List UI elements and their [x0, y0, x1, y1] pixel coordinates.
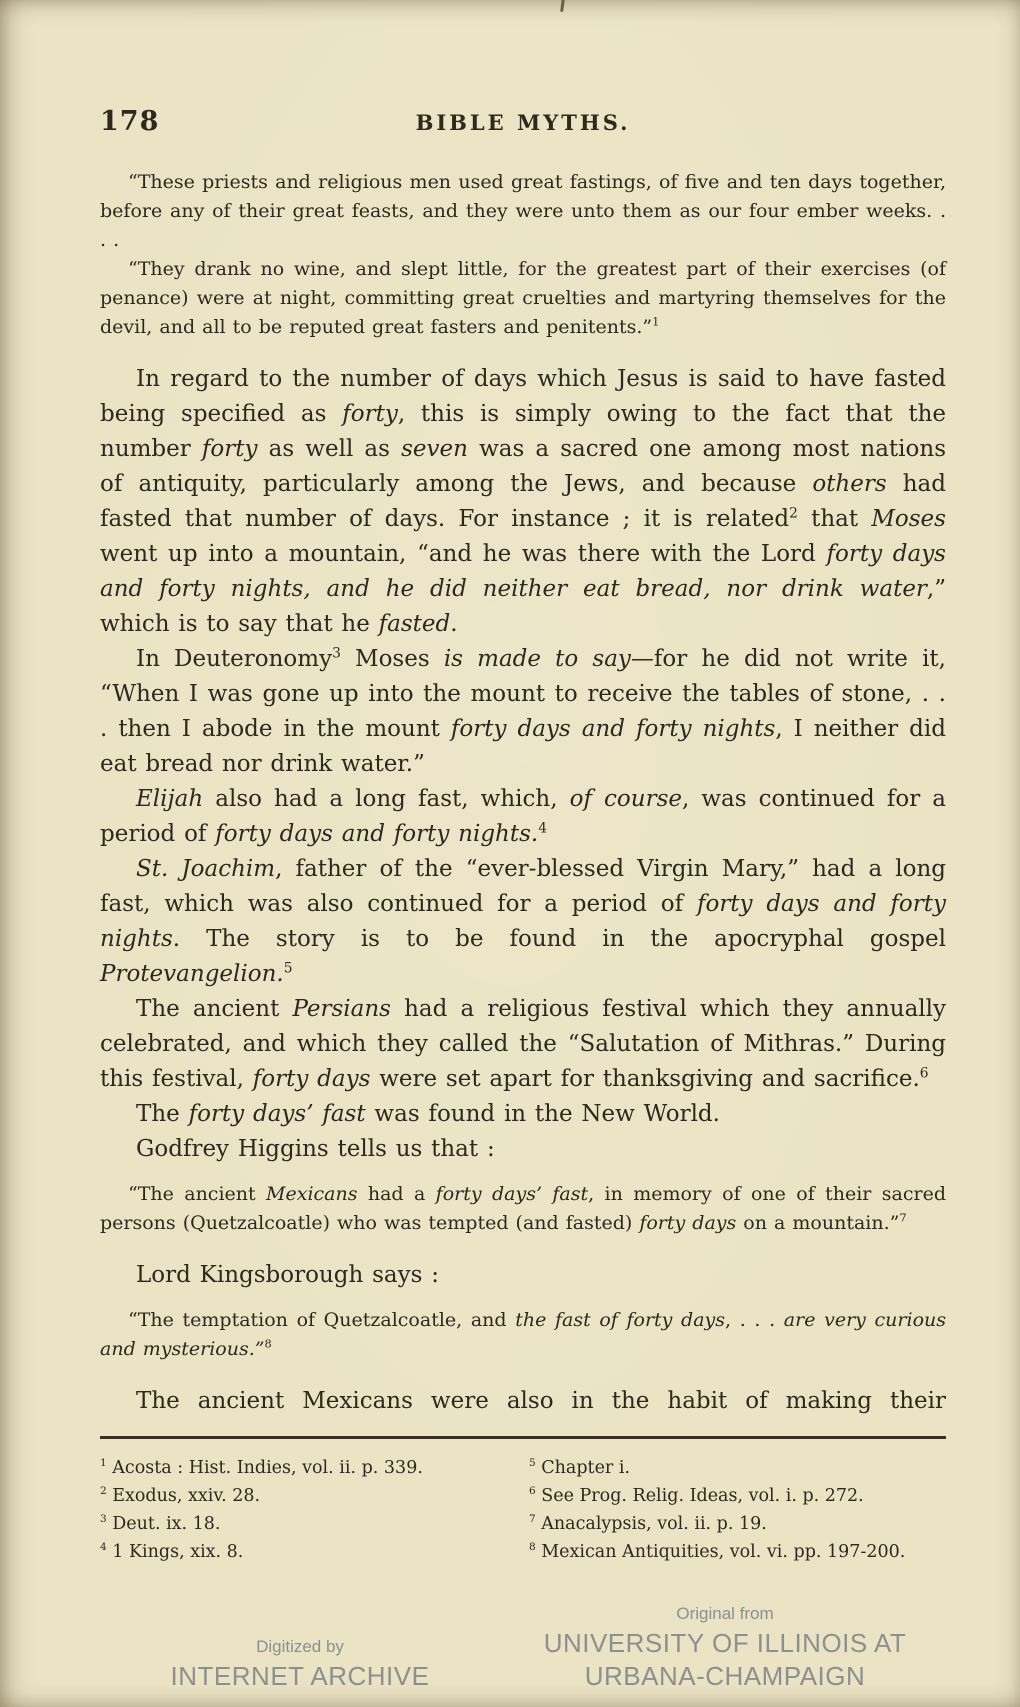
page-header — [0, 0, 1020, 140]
quote-paragraph: “These priests and religious men used great fastings, of five and ten days together, before any of their great feasts, and they were unto them as our four ember weeks. . . . — [100, 171, 946, 251]
quote-paragraph: “They drank no wine, and slept little, for the greatest part of their exercises (of penance) were at night, committing great cruelties and martyring themselves for the devil, and all to be reputed great fasters and penitents.”$^1$ — [100, 258, 946, 338]
paragraph: Godfrey Higgins tells us that : — [136, 1136, 495, 1162]
footnote: $^5$ Chapter i. — [529, 1457, 631, 1478]
paragraph: St. Joachim, father of the “ever-blessed Virgin Mary,” had a long fast, which was also continued for a period of forty days and forty nights. The story is to be found in the apocryphal gospel Protevangelion.$^5$ — [100, 856, 947, 987]
internet-archive-label: INTERNET ARCHIVE — [170, 1661, 430, 1691]
paragraph: In regard to the number of days which Jesus is said to have fasted being specified as forty, this is simply owing to the fact that the number forty as well as seven was a sacred one among most nations of antiquity, particularly among the Jews, and because others had fasted that number of days. For instance ; it is related$^2$ that Moses went up into a mountain, “and he was there with the Lord forty days and forty nights, and he did neither eat bread, nor drink water,” which is to say that he fasted. — [100, 366, 946, 637]
footnote: $^4$ 1 Kings, xix. 8. — [100, 1541, 244, 1562]
footnote-marker: 1 — [100, 1457, 107, 1470]
running-title: BIBLE MYTHS. — [415, 110, 631, 135]
footnotes-left — [100, 1454, 523, 1566]
footnote-marker: 7 — [529, 1513, 536, 1526]
footnote: $^3$ Deut. ix. 18. — [100, 1513, 221, 1534]
digitized-by-label: Digitized by — [256, 1637, 344, 1656]
footnotes-right — [523, 1454, 946, 1566]
footnote: $^7$ Anacalypsis, vol. ii. p. 19. — [529, 1513, 767, 1534]
university-line2: URBANA-CHAMPAIGN — [584, 1661, 866, 1691]
footnote-marker: 6 — [529, 1485, 536, 1498]
footnote-marker: 8 — [529, 1541, 536, 1554]
footnote: $^1$ Acosta : Hist. Indies, vol. ii. p. 339. — [100, 1457, 423, 1478]
footnote: $^8$ Mexican Antiquities, vol. vi. pp. 197-200. — [529, 1541, 906, 1562]
quote-paragraph: “The ancient Mexicans had a forty days’ fast, in memory of one of their sacred persons (Quetzalcoatle) who was tempted (and fasted) forty days on a mountain.”$^7$ — [100, 1183, 946, 1234]
footnotes — [0, 1439, 1020, 1566]
paragraph: In Deuteronomy$^3$ Moses is made to say—for he did not write it, “When I was gone up into the mount to receive the tables of stone, . . . then I abode in the mount forty days and forty nights, I neither did eat bread nor drink water.” — [100, 645, 946, 777]
footnote-marker: 5 — [529, 1457, 536, 1470]
page-number: 178 — [100, 106, 160, 137]
paragraph: The forty days’ fast was found in the New World. — [136, 1101, 720, 1127]
footnote: $^6$ See Prog. Relig. Ideas, vol. i. p. 272. — [529, 1485, 864, 1506]
paragraph: Lord Kingsborough says : — [136, 1262, 439, 1288]
paragraph: The ancient Mexicans were also in the habit of making their — [136, 1388, 946, 1414]
original-from-label: Original from — [676, 1604, 774, 1623]
footnote-marker: 2 — [100, 1485, 107, 1498]
paragraph: Elijah also had a long fast, which, of course, was continued for a period of forty days and forty nights.$^4$ — [100, 786, 946, 847]
original-from-block — [505, 1601, 945, 1693]
quote-paragraph: “The temptation of Quetzalcoatle, and the fast of forty days, . . . are very curious and mysterious.”$^8$ — [100, 1309, 947, 1360]
footnote-marker: 4 — [100, 1541, 107, 1554]
digitized-by-block — [100, 1634, 500, 1693]
paragraph: The ancient Persians had a religious festival which they annually celebrated, and which they called the “Salutation of Mithras.” During this festival, forty days were set apart for thanksgiving and sacrifice.$^6$ — [100, 996, 946, 1092]
page-text — [0, 140, 1020, 1419]
university-line1: UNIVERSITY OF ILLINOIS AT — [543, 1628, 907, 1658]
footnote-marker: 3 — [100, 1513, 107, 1526]
footnote: $^2$ Exodus, xxiv. 28. — [100, 1485, 261, 1506]
